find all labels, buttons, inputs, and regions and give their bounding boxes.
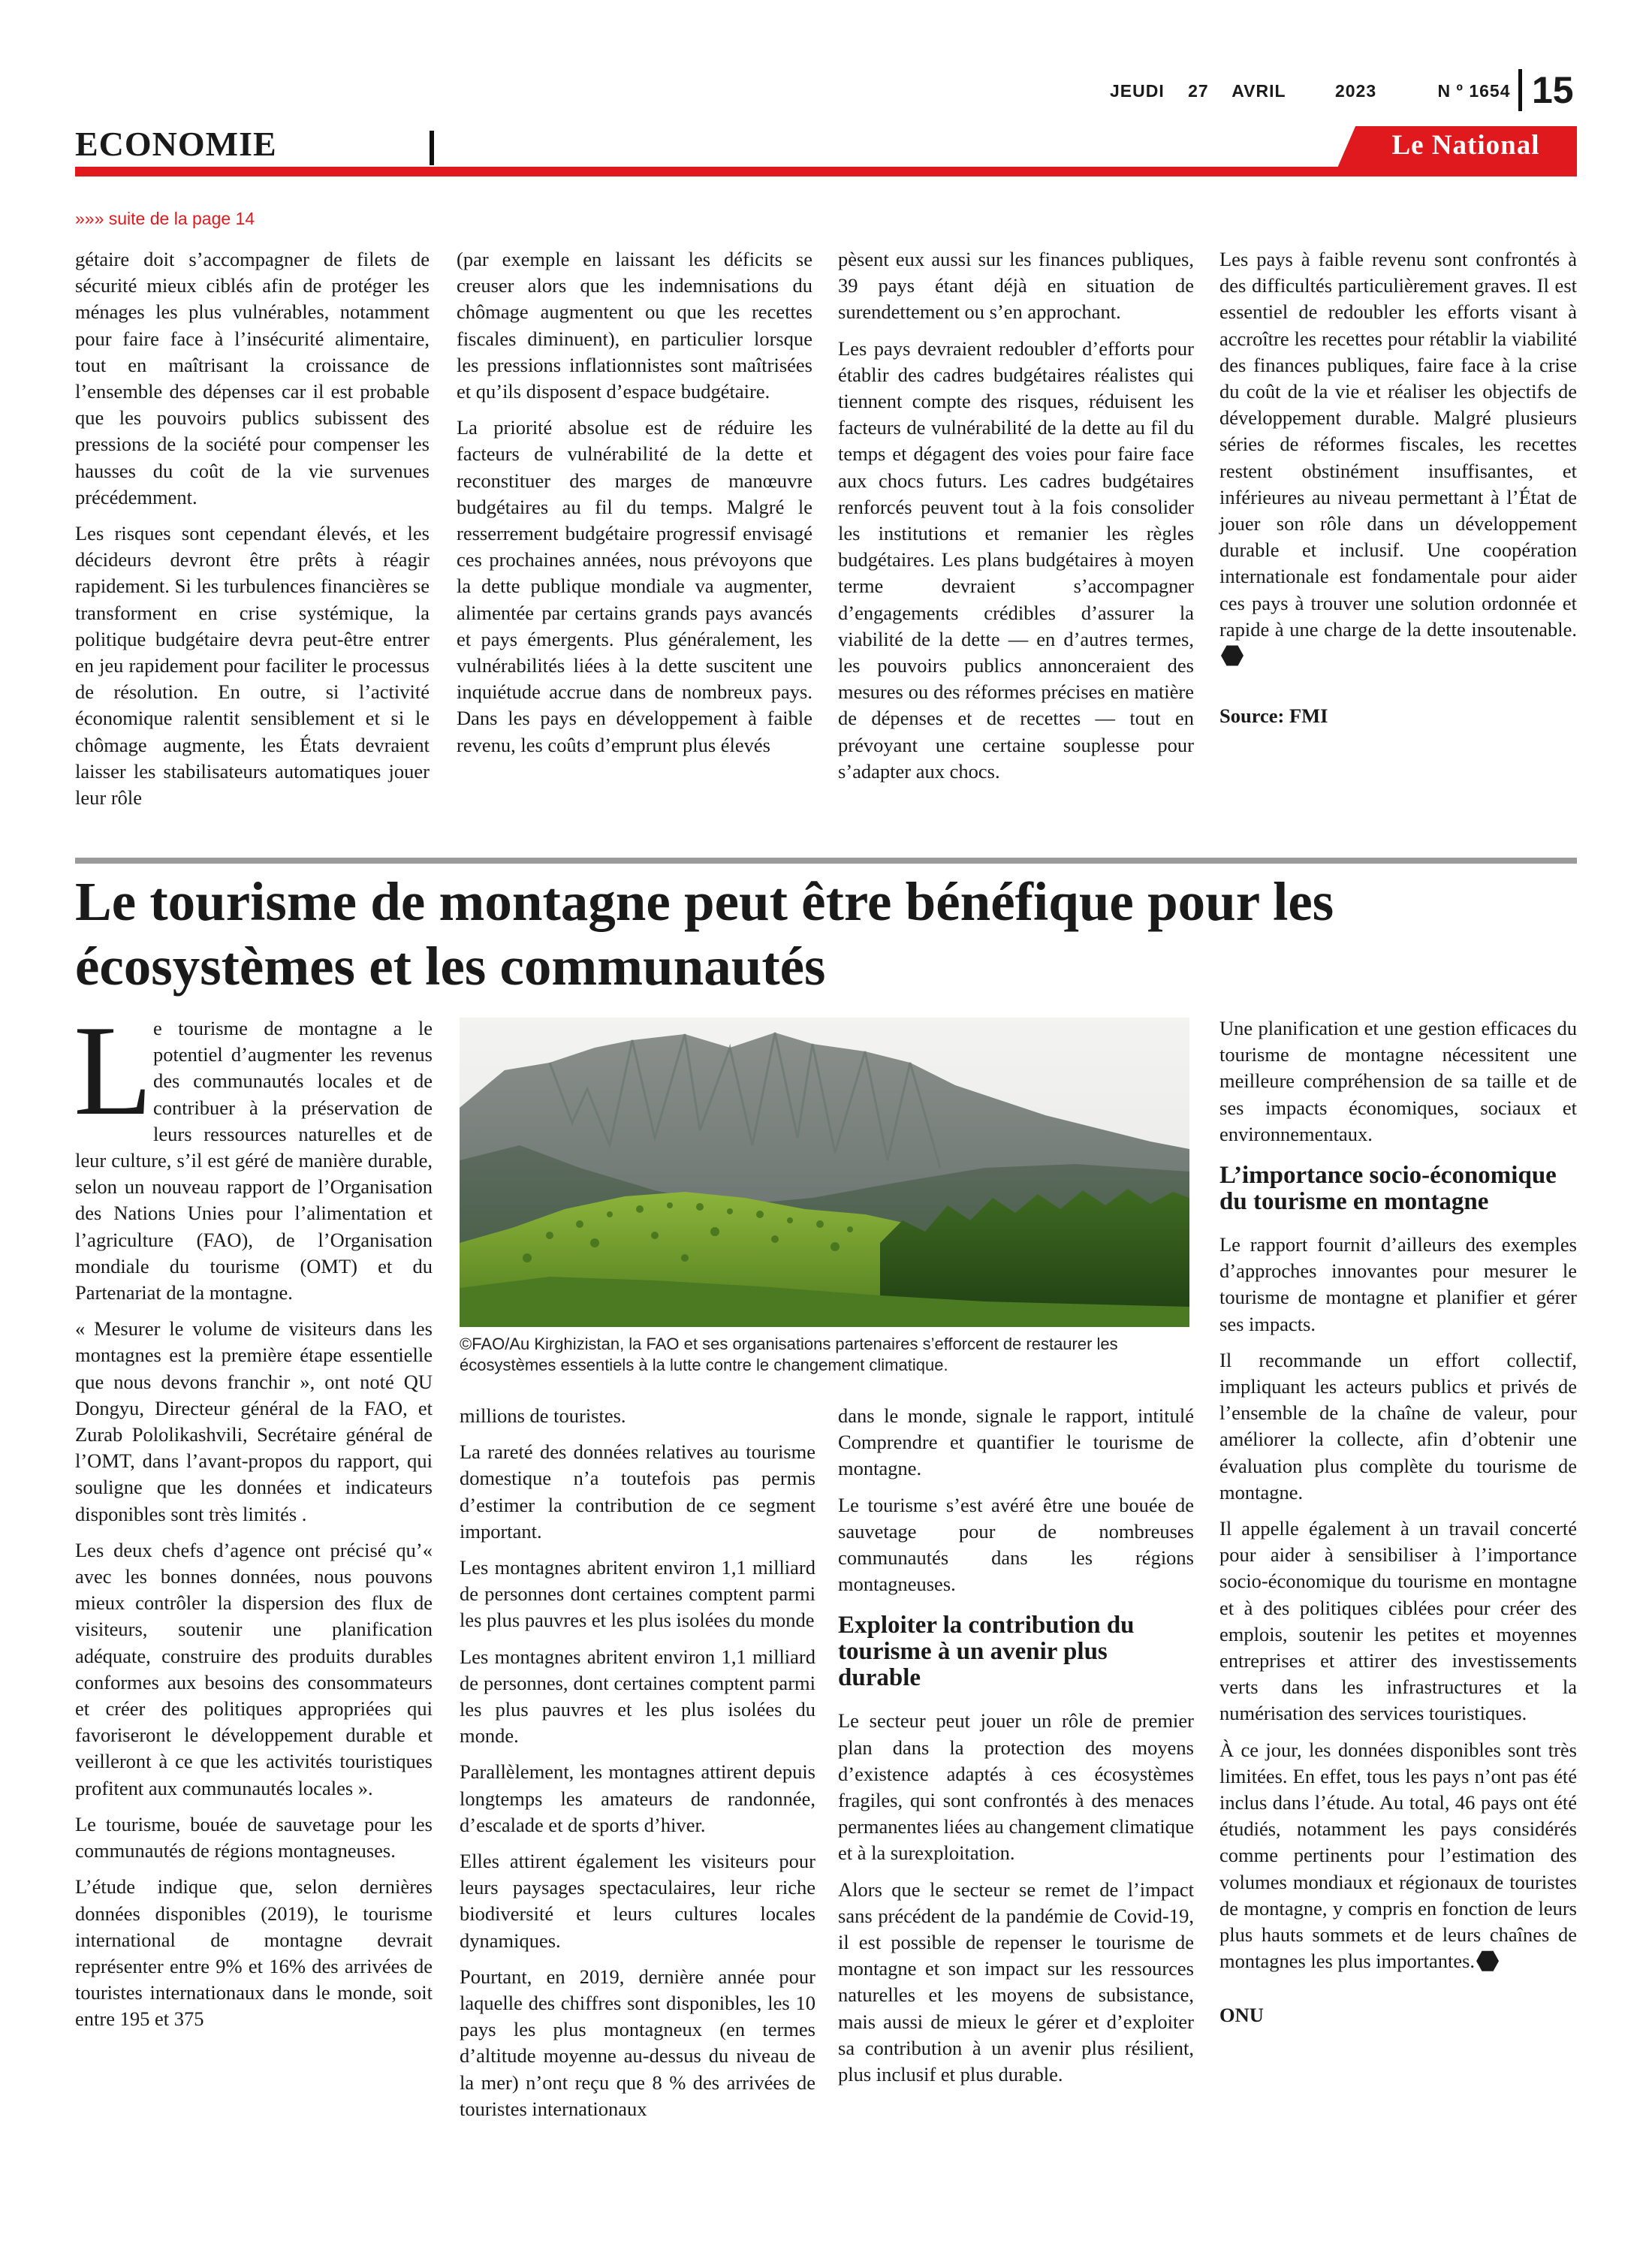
top-article-column-4 [1219, 246, 1577, 739]
continued-from-label: »»» suite de la page 14 [75, 209, 255, 228]
page-number: 15 [1532, 69, 1574, 111]
paragraph-text: e tourisme de montagne a le potentiel d’augmenter les revenus des communautés locales et de contribuer à la préservation de leurs ressources naturelles et de leur culture, s’il est géré de manière durable, selon un nouveau rapport de l’Organisation des Nations Unies pour l’alimentation et l’agriculture (FAO), de l’Organisation mondiale du tourisme (OMT) et du Partenariat de la montagne. [75, 1017, 433, 1304]
paragraph: La priorité absolue est de réduire les facteurs de vulnérabilité de la dette et reconstituer des marges de manœuvre budgétaires au fil du temps. Malgré le resserrement budgétaire progressif envisagé ces prochaines années, nous prévoyons que la dette publique mondiale va augmenter, alimentée par certains grands pays avancés et pays émergents. Plus généralement, les vulnérabilités liées à la dette suscitent une inquiétude accrue dans de nombreux pays. Dans les pays en développement à faible revenu, les coûts d’emprunt plus élevés [457, 416, 812, 756]
main-article-column-2 [460, 1403, 815, 2132]
paragraph-text: À ce jour, les données disponibles sont très limitées. En effet, tous les pays n’ont pas été inclus dans l’étude. Au total, 46 pays ont été étudiés, notamment les pays considérés comme pertinents pour l’estimation des volumes mondiaux et régionaux de touristes de montagne, y compris en fonction de leurs plus hauts sommets et de leurs chaînes de montagnes les plus importantes. [1219, 1738, 1577, 1973]
paragraph: Les montagnes abritent environ 1,1 milliard de personnes dont certaines comptent parmi les plus pauvres et les plus isolées du monde [460, 1556, 815, 1632]
article-source: Source: FMI [1219, 704, 1328, 728]
paragraph [1219, 1737, 1577, 1975]
paragraph: « Mesurer le volume de visiteurs dans les montagnes est la première étape essentielle que nous devons franchir », ont noté QU Dongyu, Directeur général de la FAO, et Zurab Pololikashvili, Secrétaire général de l’OMT, dans l’avant-propos du rapport, qui souligne que les données et indicateurs disponibles sont très limités . [75, 1317, 433, 1525]
paragraph: Les pays devraient redoubler d’efforts pour établir des cadres budgétaires réalistes qui tiennent compte des risques, réduisent les facteurs de vulnérabilité de la dette au fil du temps et dégagent des voies pour faire face aux chocs futurs. Les cadres budgétaires renforcés peuvent tout à la fois consolider les institutions et remanier les règles budgétaires. Les plans budgétaires à moyen terme devraient s’accompagner d’engagements crédibles d’assurer la viabilité de la dette — en d’autres termes, les pouvoirs publics annonceraient des mesures ou des réformes précises en matière de dépenses et de recettes — tout en prévoyant une certaine souplesse pour s’adapter aux chocs. [838, 336, 1194, 783]
top-article-column-2 [457, 246, 812, 768]
issue-month: AVRIL [1231, 81, 1286, 101]
paragraph: Alors que le secteur se remet de l’impact sans précédent de la pandémie de Covid-19, il est possible de repenser le tourisme de montagne et son impact sur les ressources naturelles et les moyens de subsistance, mais aussi de mieux le gérer et d’exploiter sa contribution à un avenir plus résilient, plus inclusif et plus durable. [838, 1878, 1194, 2086]
paragraph: dans le monde, signale le rapport, intitulé Comprendre et quantifier le tourisme de montagne. [838, 1404, 1194, 1480]
issue-number: N º 1654 [1437, 81, 1511, 101]
paragraph: La rareté des données relatives au tourisme domestique n’a toutefois pas permis d’estimer la contribution de ce segment important. [460, 1440, 815, 1543]
top-article-column-3 [838, 246, 1194, 795]
paragraph: Les risques sont cependant élevés, et les décideurs devront être prêts à réagir rapidement. Si les turbulences financières se transforment en crise systémique, la politique budgétaire devra peut-être entrer en jeu rapidement pour faciliter le processus de résolution. En outre, si l’activité économique ralentit sensiblement et si le chômage augmente, les États devraient laisser les stabilisateurs automatiques jouer leur rôle [75, 522, 430, 810]
paragraph: Elles attirent également les visiteurs pour leurs paysages spectaculaires, leur riche biodiversité et leurs cultures locales dynamiques. [460, 1850, 815, 1952]
paragraph [1219, 246, 1577, 669]
subheading: L’importance socio-économique du tourisme en montagne [1219, 1162, 1557, 1216]
article-separator-rule [75, 858, 1577, 864]
paragraph: Le rapport fournit d’ailleurs des exemples d’approches innovantes pour mesurer le tourisme de montagne et planifier et gérer ses impacts. [1219, 1233, 1577, 1335]
drop-cap: L [74, 1000, 153, 1142]
paragraph: Pourtant, en 2019, dernière année pour laquelle des chiffres sont disponibles, les 10 pays les plus montagneux (en termes d’altitude moyenne au-dessus du niveau de la mer) n’ont reçu que 8 % des arrivées de touristes internationaux [460, 1965, 815, 2120]
photo-caption: ©FAO/Au Kirghizistan, la FAO et ses organisations partenaires s’efforcent de restaurer les écosystèmes essentiels à la lutte contre le changement climatique. [460, 1335, 1118, 1374]
end-of-article-icon [1221, 644, 1244, 667]
main-article-column-1 [74, 1000, 433, 2043]
paragraph: Il recommande un effort collectif, impliquant les acteurs publics et privés de l’ensemble de la chaîne de valeur, pour améliorer la collecte, afin d’obtenir une évaluation plus complète du tourisme de montagne. [1219, 1348, 1577, 1504]
paragraph: Une planification et une gestion efficaces du tourisme de montagne nécessitent une meilleure compréhension de sa taille et de ses impacts économiques, sociaux et environnementaux. [1219, 1017, 1577, 1145]
article-signature: ONU [1219, 2003, 1264, 2026]
main-article-column-3 [838, 1403, 1194, 2098]
paragraph: millions de touristes. [460, 1404, 626, 1427]
paragraph: pèsent eux aussi sur les finances publiques, 39 pays étant déjà en situation de surendettement ou s’en approchant. [838, 248, 1194, 324]
paragraph: Le secteur peut jouer un rôle de premier plan dans la protection des moyens d’existence adaptés à ces écosystèmes fragiles, qui sont confrontés à des menaces permanentes liées au changement climatique et à la surexploitation. [838, 1709, 1194, 1865]
main-article-column-4 [1219, 1015, 1577, 2038]
paragraph: gétaire doit s’accompagner de filets de sécurité mieux ciblés afin de protéger les ménages les plus vulnérables, notamment pour faire face à l’insécurité alimentaire, tout en maîtrisant la croissance de l’ensemble des dépenses car il est probable que les pouvoirs publics subissent des pressions de la société pour compenser les hausses du coût de la vie survenues précédemment. [75, 248, 430, 508]
section-divider [430, 131, 434, 165]
subheading: Exploiter la contribution du tourisme à un avenir plus durable [838, 1612, 1135, 1692]
paragraph: Le tourisme, bouée de sauvetage pour les communautés de régions montagneuses. [75, 1812, 433, 1862]
issue-year: 2023 [1334, 81, 1377, 101]
page-number-divider [1518, 69, 1522, 111]
section-title: ECONOMIE [75, 125, 277, 163]
lead-paragraph [74, 1000, 433, 1306]
paragraph-text: Les pays à faible revenu sont confrontés à des difficultés particulièrement graves. Il est essentiel de redoubler les efforts visant à accroître les recettes pour rétablir la viabilité des finances publiques, faire face à la crise du coût de la vie et réaliser les objectifs de développement durable. Malgré plusieurs séries de réformes fiscales, les recettes restent obstinément insuffisantes, et inférieures au niveau permettant à l’État de jouer son rôle dans un développement durable et inclusif. Une coopération internationale est fondamentale pour aider ces pays à trouver une solution ordonnée et rapide à une charge de la dette insoutenable. [1219, 248, 1577, 641]
mountain-photo [460, 1018, 1189, 1327]
paragraph: Parallèlement, les montagnes attirent depuis longtemps les amateurs de randonnée, d’escalade et de sports d’hiver. [460, 1760, 815, 1836]
newspaper-logo: Le National [1391, 130, 1540, 161]
paragraph: L’étude indique que, selon dernières données disponibles (2019), le tourisme international de montagne devrait représenter entre 9% et 16% des arrivées de touristes internationaux dans le monde, soit entre 195 et 375 [75, 1875, 433, 2031]
issue-date: 27 [1188, 81, 1209, 101]
paragraph: Les montagnes abritent environ 1,1 milliard de personnes, dont certaines comptent parmi les plus pauvres et les plus isolées du monde. [460, 1645, 815, 1748]
paragraph: Les deux chefs d’agence ont précisé qu’« avec les bonnes données, nous pouvons mieux contrôler la dispersion des flux de visiteurs, soutenir une planification adéquate, construire des produits durables conformes aux besoins des consommateurs et créer des politiques appropriées qui favoriseront le développement durable et veilleront à ce que les activités touristiques profitent aux communautés locales ». [75, 1538, 433, 1799]
top-article-column-1 [75, 246, 430, 821]
end-of-article-icon [1476, 1950, 1499, 1972]
issue-date-line [1110, 81, 1529, 101]
issue-day: JEUDI [1110, 81, 1165, 101]
paragraph: Le tourisme s’est avéré être une bouée de sauvetage pour de nombreuses communautés dans les régions montagneuses. [838, 1493, 1194, 1596]
paragraph: Il appelle également à un travail concerté pour aider à sensibiliser à l’importance socio-économique du tourisme en montagne et à des politiques ciblées pour créer des emplois, soutenir les petites et moyennes entreprises et attirer des investissements verts dans les infrastructures et la numérisation des services touristiques. [1219, 1517, 1577, 1725]
paragraph: (par exemple en laissant les déficits se creuser alors que les indemnisations du chômage augmentent ou que les recettes fiscales diminuent), en particulier lorsque les pressions inflationnistes sont maîtrisées et qu’ils disposent d’espace budgétaire. [457, 248, 812, 403]
article-headline: Le tourisme de montagne peut être bénéfique pour les écosystèmes et les communautés [75, 871, 1334, 997]
